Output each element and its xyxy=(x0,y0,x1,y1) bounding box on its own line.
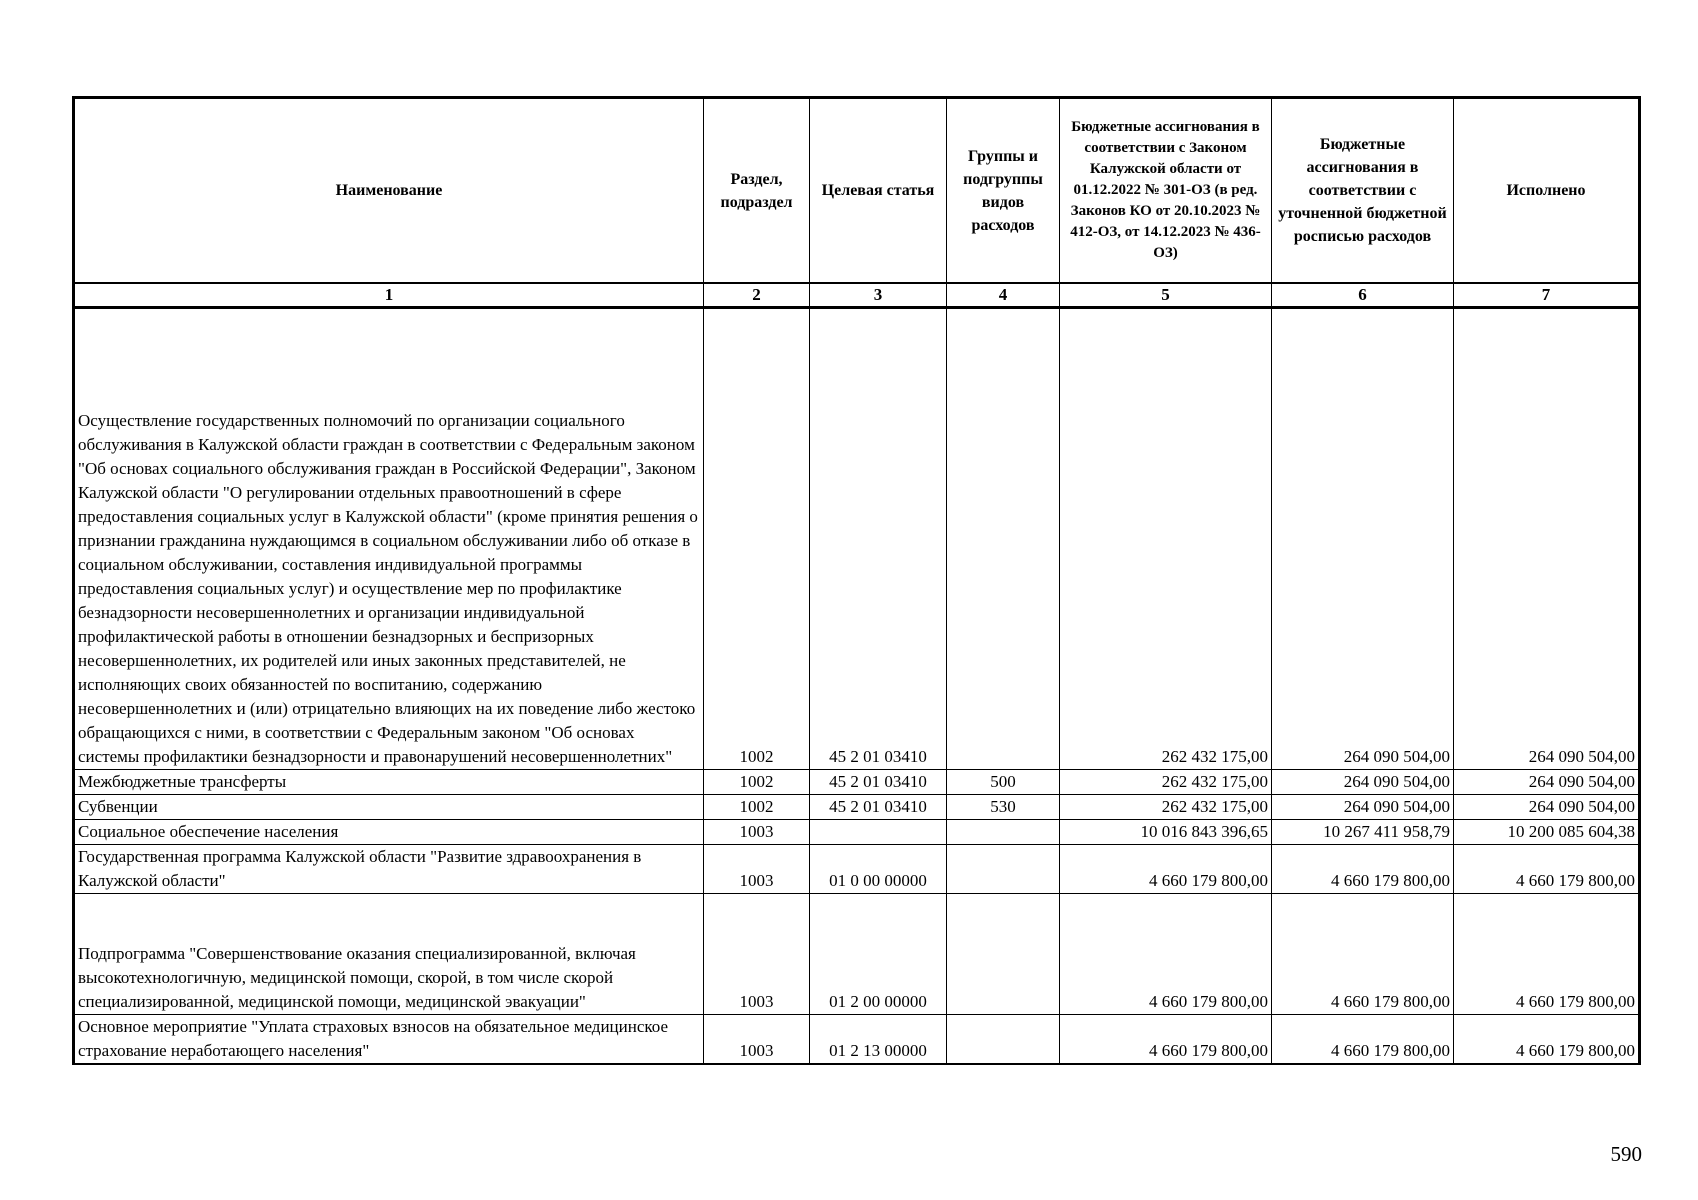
row-law-amount: 262 432 175,00 xyxy=(1060,770,1272,795)
row-section: 1002 xyxy=(704,308,810,770)
row-group xyxy=(947,1015,1060,1065)
row-section: 1002 xyxy=(704,795,810,820)
header-schedule-allocations: Бюджетные ассигнования в соответствии с уточненной бюджетной росписью расходов xyxy=(1272,98,1454,284)
row-section: 1003 xyxy=(704,1015,810,1065)
row-section: 1003 xyxy=(704,894,810,1015)
header-row xyxy=(74,98,1640,284)
header-law-allocations: Бюджетные ассигнования в соответствии с Законом Калужской области от 01.12.2022 № 301-ОЗ (в ред. Законов КО от 20.10.2023 № 412-ОЗ, от 14.12.2023 № 436-ОЗ) xyxy=(1060,98,1272,284)
column-number: 2 xyxy=(704,283,810,308)
row-executed-amount: 264 090 504,00 xyxy=(1454,308,1640,770)
table-row xyxy=(74,795,1640,820)
row-name: Подпрограмма "Совершенствование оказания специализированной, включая высокотехнологичную, медицинской помощи, скорой, в том числе скорой специализированной, медицинской помощи, медицинской эвакуации" xyxy=(74,894,704,1015)
row-executed-amount: 264 090 504,00 xyxy=(1454,770,1640,795)
column-number: 3 xyxy=(810,283,947,308)
row-schedule-amount: 264 090 504,00 xyxy=(1272,770,1454,795)
column-number: 4 xyxy=(947,283,1060,308)
row-law-amount: 262 432 175,00 xyxy=(1060,795,1272,820)
header-executed: Исполнено xyxy=(1454,98,1640,284)
row-executed-amount: 10 200 085 604,38 xyxy=(1454,820,1640,845)
row-schedule-amount: 264 090 504,00 xyxy=(1272,308,1454,770)
row-article: 01 2 00 00000 xyxy=(810,894,947,1015)
row-law-amount: 4 660 179 800,00 xyxy=(1060,1015,1272,1065)
row-executed-amount: 264 090 504,00 xyxy=(1454,795,1640,820)
header-section: Раздел, подраздел xyxy=(704,98,810,284)
row-executed-amount: 4 660 179 800,00 xyxy=(1454,1015,1640,1065)
header-target-article: Целевая статья xyxy=(810,98,947,284)
row-group xyxy=(947,820,1060,845)
row-schedule-amount: 264 090 504,00 xyxy=(1272,795,1454,820)
row-group: 530 xyxy=(947,795,1060,820)
row-name: Социальное обеспечение населения xyxy=(74,820,704,845)
row-name: Осуществление государственных полномочий по организации социального обслуживания в Калужской области граждан в соответствии с Федеральным законом "Об основах социального обслуживания граждан в Российской Федерации", Законом Калужской области "О регулировании отдельных правоотношений в сфере предоставления социальных услуг в Калужской области" (кроме принятия решения о признании гражданина нуждающимся в социальном обслуживании либо об отказе в социальном обслуживании, составления индивидуальной программы предоставления социальных услуг) и осуществление мер по профилактике безнадзорности несовершеннолетних и организации индивидуальной профилактической работы в отношении безнадзорных и беспризорных несовершеннолетних, их родителей или иных законных представителей, не исполняющих своих обязанностей по воспитанию, содержанию несовершеннолетних и (или) отрицательно влияющих на их поведение либо жестоко обращающихся с ними, в соответствии с Федеральным законом "Об основах системы профилактики безнадзорности и правонарушений несовершеннолетних" xyxy=(74,308,704,770)
page-number: 590 xyxy=(1610,1142,1642,1166)
row-law-amount: 262 432 175,00 xyxy=(1060,308,1272,770)
column-number: 7 xyxy=(1454,283,1640,308)
column-number: 1 xyxy=(74,283,704,308)
row-executed-amount: 4 660 179 800,00 xyxy=(1454,894,1640,1015)
row-schedule-amount: 4 660 179 800,00 xyxy=(1272,894,1454,1015)
row-article: 01 0 00 00000 xyxy=(810,845,947,894)
row-article: 45 2 01 03410 xyxy=(810,770,947,795)
budget-table xyxy=(72,96,1641,1065)
row-schedule-amount: 4 660 179 800,00 xyxy=(1272,845,1454,894)
column-number-row xyxy=(74,283,1640,308)
row-executed-amount: 4 660 179 800,00 xyxy=(1454,845,1640,894)
row-section: 1002 xyxy=(704,770,810,795)
row-article: 01 2 13 00000 xyxy=(810,1015,947,1065)
row-law-amount: 4 660 179 800,00 xyxy=(1060,894,1272,1015)
row-group xyxy=(947,894,1060,1015)
row-schedule-amount: 10 267 411 958,79 xyxy=(1272,820,1454,845)
row-section: 1003 xyxy=(704,820,810,845)
header-expense-groups: Группы и подгруппы видов расходов xyxy=(947,98,1060,284)
row-name: Межбюджетные трансферты xyxy=(74,770,704,795)
row-name: Субвенции xyxy=(74,795,704,820)
table-row xyxy=(74,894,1640,1015)
row-article: 45 2 01 03410 xyxy=(810,795,947,820)
table-row xyxy=(74,845,1640,894)
column-number: 6 xyxy=(1272,283,1454,308)
row-article: 45 2 01 03410 xyxy=(810,308,947,770)
row-law-amount: 10 016 843 396,65 xyxy=(1060,820,1272,845)
row-group: 500 xyxy=(947,770,1060,795)
row-name: Государственная программа Калужской области "Развитие здравоохранения в Калужской области" xyxy=(74,845,704,894)
row-group xyxy=(947,308,1060,770)
row-name: Основное мероприятие "Уплата страховых взносов на обязательное медицинское страхование неработающего населения" xyxy=(74,1015,704,1065)
row-group xyxy=(947,845,1060,894)
table-row xyxy=(74,820,1640,845)
table-row xyxy=(74,770,1640,795)
row-article xyxy=(810,820,947,845)
row-section: 1003 xyxy=(704,845,810,894)
table-row xyxy=(74,1015,1640,1065)
row-schedule-amount: 4 660 179 800,00 xyxy=(1272,1015,1454,1065)
header-name: Наименование xyxy=(74,98,704,284)
column-number: 5 xyxy=(1060,283,1272,308)
table-row xyxy=(74,308,1640,770)
row-law-amount: 4 660 179 800,00 xyxy=(1060,845,1272,894)
